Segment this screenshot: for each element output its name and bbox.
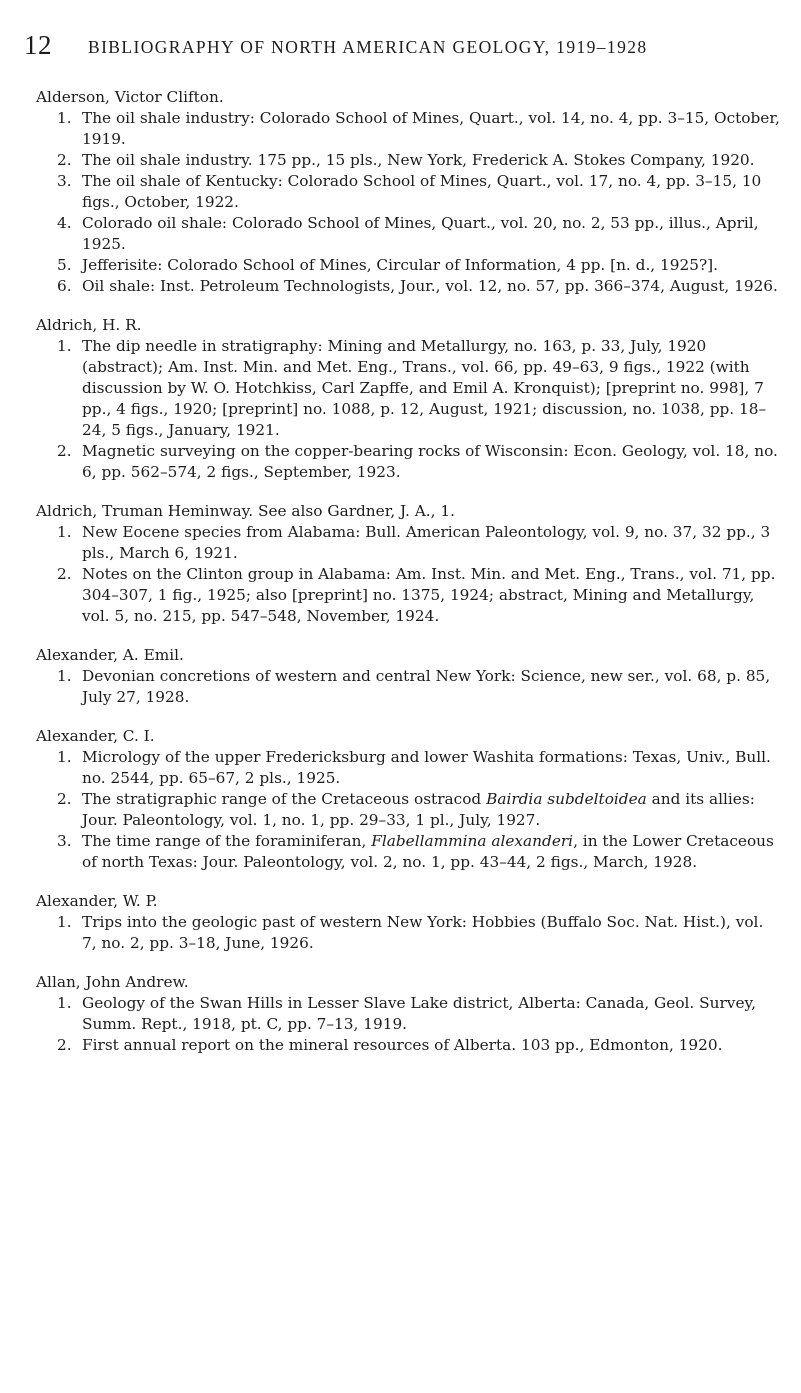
citation-text-continued: , in the Lower Cretaceous of north Texas: Jour. Paleontology, vol. 2, no. 1, pp. 43–44, 2 figs., March, 1928. (82, 832, 774, 871)
running-title: BIBLIOGRAPHY OF NORTH AMERICAN GEOLOGY, 1919–1928 (88, 37, 648, 57)
item-number: 4. (57, 214, 72, 232)
item-number: 2. (57, 1036, 72, 1054)
citation-text: Micrology of the upper Fredericksburg and lower Washita formations: Texas, Univ., Bull. no. 2544, pp. 65–67, 2 pls., 1925. (82, 748, 771, 787)
bibliography-entry (36, 891, 781, 954)
citation-text-continued: and its allies: Jour. Paleontology, vol. 1, no. 1, pp. 29–33, 1 pl., July, 1927. (82, 790, 755, 829)
citation-text: Trips into the geologic past of western New York: Hobbies (Buffalo Soc. Nat. Hist.), vol. 7, no. 2, pp. 3–18, June, 1926. (82, 913, 764, 952)
taxon-name: Flabellammina alexanderi (371, 832, 574, 850)
item-number: 2. (57, 565, 72, 583)
bibliography-entry (36, 87, 781, 297)
citation-text: Jefferisite: Colorado School of Mines, Circular of Information, 4 pp. [n. d., 1925?]. (82, 256, 718, 274)
citation-item (36, 150, 781, 171)
citation-item (36, 336, 781, 441)
citation-text: The oil shale industry. 175 pp., 15 pls., New York, Frederick A. Stokes Company, 1920. (82, 151, 755, 169)
item-number: 1. (57, 109, 72, 127)
bibliography-entry (36, 972, 781, 1056)
item-number: 2. (57, 151, 72, 169)
taxon-name: Bairdia subdeltoidea (486, 790, 647, 808)
bibliography-entry (36, 645, 781, 708)
citation-text: First annual report on the mineral resources of Alberta. 103 pp., Edmonton, 1920. (82, 1036, 723, 1054)
citation-text: The dip needle in stratigraphy: Mining and Metallurgy, no. 163, p. 33, July, 1920 (abstract); Am. Inst. Min. and Met. Eng., Trans., vol. 66, pp. 49–63, 9 figs., 1922 (with discussion by W. O. Hotchkiss, Carl Zapffe, and Emil A. Kronquist); [preprint no. 998], 7 pp., 4 figs., 1920; [preprint] no. 1088, p. 12, August, 1921; discussion, no. 1038, pp. 18–24, 5 figs., January, 1921. (82, 337, 767, 439)
item-number: 1. (57, 994, 72, 1012)
author-heading: Alexander, C. I. (36, 727, 155, 745)
citation-item (36, 441, 781, 483)
citation-item (36, 1035, 781, 1056)
author-heading: Allan, John Andrew. (36, 973, 189, 991)
item-number: 6. (57, 277, 72, 295)
citation-item (36, 747, 781, 789)
citation-text: The stratigraphic range of the Cretaceous ostracod (82, 790, 487, 808)
citation-text: The oil shale industry: Colorado School of Mines, Quart., vol. 14, no. 4, pp. 3–15, October, 1919. (82, 109, 780, 148)
author-heading: Aldrich, H. R. (36, 316, 142, 334)
citation-item (36, 564, 781, 627)
citation-item (36, 276, 781, 297)
author-heading: Alexander, W. P. (36, 892, 158, 910)
citation-text: New Eocene species from Alabama: Bull. American Paleontology, vol. 9, no. 37, 32 pp., 3 pls., March 6, 1921. (82, 523, 771, 562)
citation-item (36, 789, 781, 831)
citation-text: The oil shale of Kentucky: Colorado School of Mines, Quart., vol. 17, no. 4, pp. 3–15, 10 figs., October, 1922. (82, 172, 762, 211)
citation-item (36, 255, 781, 276)
item-number: 5. (57, 256, 72, 274)
item-number: 1. (57, 913, 72, 931)
item-number: 1. (57, 523, 72, 541)
citation-item (36, 666, 781, 708)
citation-text: Geology of the Swan Hills in Lesser Slave Lake district, Alberta: Canada, Geol. Survey, Summ. Rept., 1918, pt. C, pp. 7–13, 1919. (82, 994, 756, 1033)
bibliography-entry (36, 501, 781, 627)
bibliography-entry (36, 726, 781, 873)
citation-item (36, 993, 781, 1035)
bibliography-list (36, 87, 781, 1074)
citation-item (36, 171, 781, 213)
citation-item (36, 912, 781, 954)
citation-text: Devonian concretions of western and central New York: Science, new ser., vol. 68, p. 85, July 27, 1928. (82, 667, 771, 706)
item-number: 2. (57, 790, 72, 808)
page-header (24, 30, 784, 64)
citation-item (36, 213, 781, 255)
citation-text: Magnetic surveying on the copper-bearing rocks of Wisconsin: Econ. Geology, vol. 18, no. 6, pp. 562–574, 2 figs., September, 1923. (82, 442, 778, 481)
page-number: 12 (24, 30, 52, 60)
citation-item (36, 522, 781, 564)
bibliography-entry (36, 315, 781, 483)
item-number: 3. (57, 832, 72, 850)
citation-text: Oil shale: Inst. Petroleum Technologists, Jour., vol. 12, no. 57, pp. 366–374, August, 1926. (82, 277, 778, 295)
citation-text: The time range of the foraminiferan, (82, 832, 372, 850)
citation-text: Colorado oil shale: Colorado School of Mines, Quart., vol. 20, no. 2, 53 pp., illus., April, 1925. (82, 214, 759, 253)
author-heading: Alexander, A. Emil. (36, 646, 184, 664)
citation-item (36, 831, 781, 873)
item-number: 1. (57, 748, 72, 766)
citation-text: Notes on the Clinton group in Alabama: Am. Inst. Min. and Met. Eng., Trans., vol. 71, pp. 304–307, 1 fig., 1925; also [preprint] no. 1375, 1924; abstract, Mining and Metallurgy, vol. 5, no. 215, pp. 547–548, November, 1924. (82, 565, 776, 625)
author-heading: Aldrich, Truman Heminway. See also Gardner, J. A., 1. (36, 502, 455, 520)
citation-item (36, 108, 781, 150)
item-number: 1. (57, 337, 72, 355)
item-number: 1. (57, 667, 72, 685)
item-number: 3. (57, 172, 72, 190)
item-number: 2. (57, 442, 72, 460)
author-heading: Alderson, Victor Clifton. (36, 88, 224, 106)
